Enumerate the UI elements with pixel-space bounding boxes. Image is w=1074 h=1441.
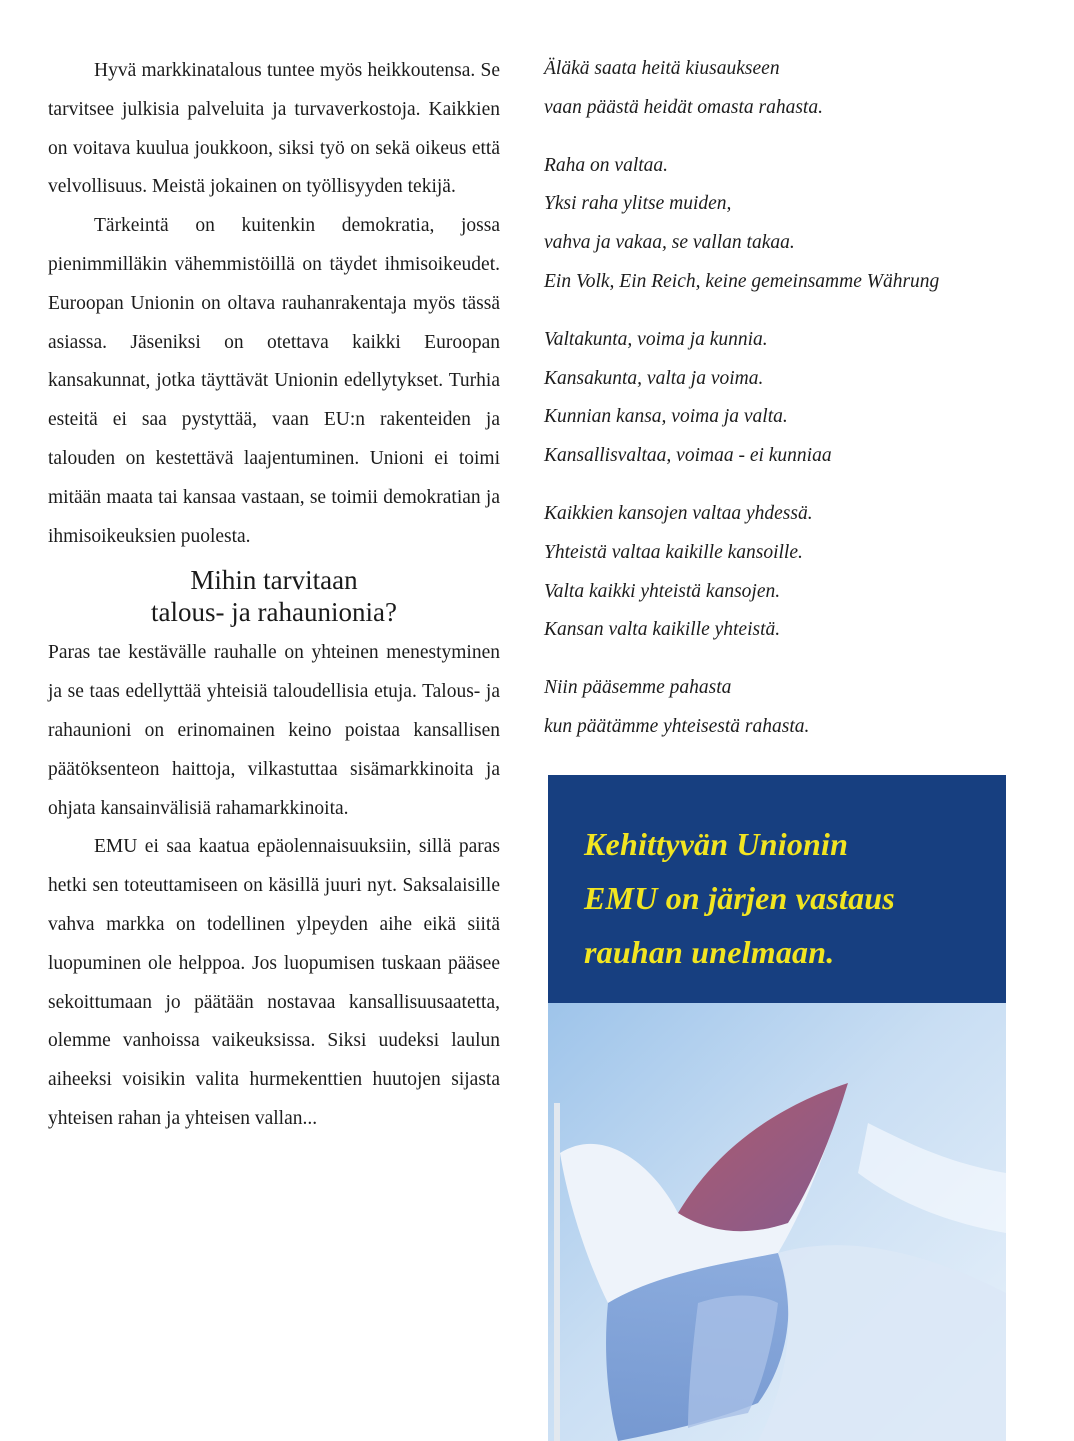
slogan-panel [548,775,1006,1003]
left-column [48,52,500,1139]
poem-line: Äläkä saata heitä kiusaukseen [544,58,780,79]
poem-line: Niin pääsemme pahasta [544,677,732,699]
poem-line: Kansan valta kaikille yhteistä. [544,619,781,641]
poem-stanza-4 [544,495,1064,650]
flag-photo-icon [548,1003,1006,1441]
slogan [584,817,895,979]
poem-stanza-1 [544,50,1064,128]
poem-line: Yhteistä valtaa kaikille kansoille. [544,541,803,563]
section-heading [48,564,500,628]
emu-ad-box [548,775,1006,1441]
poem-line: Valta kaikki yhteistä kansojen. [544,580,781,602]
poem-line: Ein Volk, Ein Reich, keine gemeinsamme Währung [544,270,940,292]
section-heading-line-2: talous- ja rahaunionia? [151,597,397,628]
poem-line: Valtakunta, voima ja kunnia. [544,328,768,350]
poem-line: vaan päästä heidät omasta rahasta. [544,96,823,118]
body-paragraph-1: Hyvä markkinatalous tuntee myös heikkoutensa. Se tarvitsee julkisia palveluita ja turvaverkostoja. Kaikkien on voitava kuulua joukkoon, siksi työ on sekä oikeus että velvollisuus. Meistä jokainen on työllisyyden tekijä. [48,60,500,198]
body-paragraph-3: Paras tae kestävälle rauhalle on yhteinen menestyminen ja se taas edellyttää yhteisiä taloudellisia etuja. Talous- ja rahaunioni on erinomainen keino poistaa kansallisen päätöksenteon haittoja, vilkastuttaa sisämarkkinoita ja ohjata kansainvälisiä rahamarkkinoita. [48,642,500,819]
poem-stanza-5 [544,669,1064,747]
poem-line: Kunnian kansa, voima ja valta. [544,406,788,428]
poem-line: kun päätämme yhteisestä rahasta. [544,715,810,737]
poem-line: Yksi raha ylitse muiden, [544,193,732,215]
slogan-line-3: rauhan unelmaan. [584,934,835,970]
slogan-line-1: Kehittyvän Unionin [584,826,849,862]
section-heading-line-1: Mihin tarvitaan [190,565,358,596]
poem-line: Raha on valtaa. [544,154,669,176]
poem-line: Kaikkien kansojen valtaa yhdessä. [544,502,813,524]
slogan-line-2: EMU on järjen vastaus [584,880,895,916]
body-paragraph-2: Tärkeintä on kuitenkin demokratia, jossa pienimmilläkin vähemmistöillä on täydet ihmisoikeudet. Euroopan Unionin on oltava rauhanrakentaja myös tässä asiassa. Jäseniksi on otettava kaikki Euroopan kansakunnat, jotka täyttävät Unionin edellytykset. Turhia esteitä ei saa pystyttää, vaan EU:n rakenteiden ja talouden on kestettävä laajentuminen. Unioni ei toimi mitään maata tai kansaa vastaan, se toimii demokratian ja ihmisoikeuksien puolesta. [48,215,500,547]
poem-line: Kansakunta, valta ja voima. [544,367,764,389]
poem-stanza-2 [544,147,1064,302]
poem-stanza-3 [544,321,1064,476]
body-paragraph-4: EMU ei saa kaatua epäolennaisuuksiin, sillä paras hetki sen toteuttamiseen on käsillä juuri nyt. Saksalaisille vahva markka on todellinen ylpeyden aihe eikä siitä luopuminen ole helppoa. Jos luopumisen tuskaan pääsee sekoittumaan jo päätään nostavaa kansallisuusaatetta, olemme vanhoissa vaikeuksissa. Siksi uudeksi laulun aiheeksi voisikin valita hurmekenttien huutojen sijasta yhteisen rahan ja yhteisen vallan... [48,836,500,1129]
poem [544,50,1064,766]
poem-line: Kansallisvaltaa, voimaa - ei kunniaa [544,445,832,467]
poem-line: vahva ja vakaa, se vallan takaa. [544,232,795,254]
